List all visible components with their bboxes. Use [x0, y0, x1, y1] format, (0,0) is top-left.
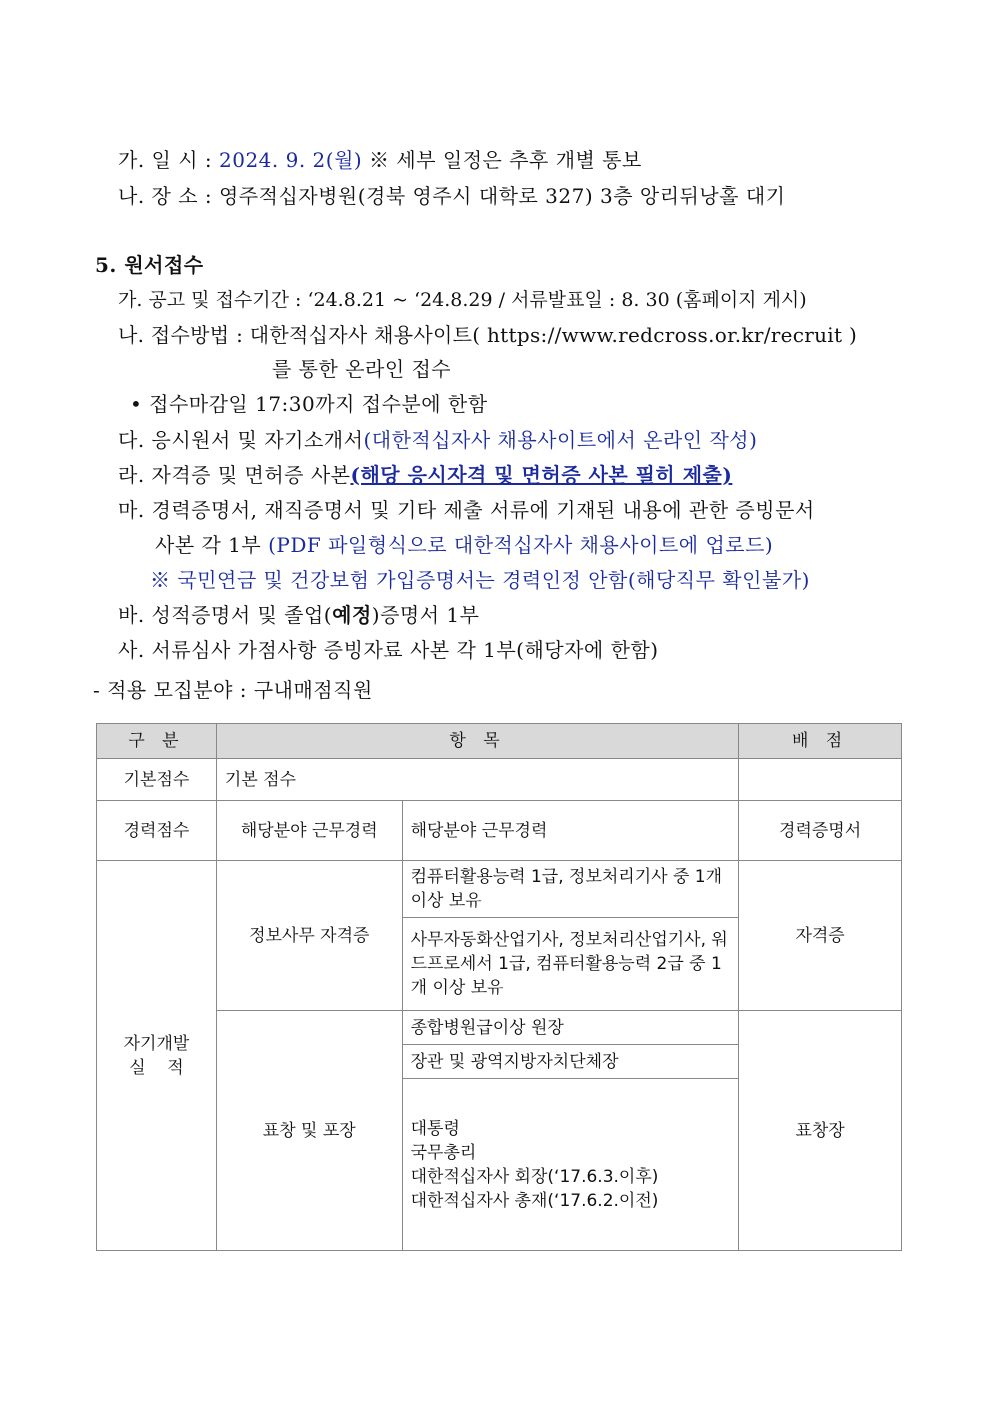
schedule-note: ※ 세부 일정은 추후 개별 통보 [362, 148, 642, 172]
header-score: 배 점 [739, 724, 902, 759]
career-score: 경력증명서 [739, 801, 902, 861]
award-item-2: 장관 및 광역지방자치단체장 [402, 1045, 739, 1079]
award-item-3 [402, 1079, 739, 1251]
header-category: 구 분 [97, 724, 217, 759]
application-period-line: 가. 공고 및 접수기간 : ‘24.8.21 ~ ‘24.8.29 / 서류발표일 : 8. 30 (홈페이지 게시) [118, 289, 807, 311]
table-row [97, 861, 902, 918]
transcript-suffix: )증명서 1부 [371, 603, 480, 627]
license-copy-line [118, 462, 732, 488]
apply-field-line: - 적용 모집분야 : 구내매점직원 [93, 678, 373, 702]
career-item: 해당분야 근무경력 [402, 801, 739, 861]
table-row [97, 1011, 902, 1045]
basic-item: 기본 점수 [216, 759, 738, 801]
basic-category: 기본점수 [97, 759, 217, 801]
career-certificate-line-2 [155, 532, 773, 558]
cert-item-2: 사무자동화산업기사, 정보처리산업기사, 워드프로세서 1급, 컴퓨터활용능력 2급 중 1개 이상 보유 [402, 918, 739, 1011]
schedule-date: 2024. 9. 2(월) [219, 148, 363, 172]
schedule-place-line: 나. 장 소 : 영주적십자병원(경북 영주시 대학로 327) 3층 앙리뒤낭홀 대기 [118, 184, 786, 208]
transcript-line [118, 602, 479, 628]
award-score: 표창장 [739, 1011, 902, 1251]
pension-note: ※ 국민연금 및 건강보험 가입증명서는 경력인정 안함(해당직무 확인불가) [150, 568, 810, 592]
self-dev-category-line2: 실 적 [129, 1057, 184, 1078]
award-prime-minister: 국무총리 [410, 1142, 477, 1163]
transcript-label: 바. 성적증명서 및 졸업( [118, 603, 333, 627]
career-upload-note: (PDF 파일형식으로 대한적십자사 채용사이트에 업로드) [268, 533, 774, 557]
award-president: 대통령 [410, 1118, 460, 1139]
table-row [97, 801, 902, 861]
cert-sub: 정보사무 자격증 [216, 861, 402, 1011]
header-item: 항 목 [216, 724, 738, 759]
career-certificate-line: 마. 경력증명서, 재직증명서 및 기타 제출 서류에 기재된 내용에 관한 증빙문서 [118, 498, 815, 522]
section-5-heading: 5. 원서접수 [95, 253, 204, 277]
basic-score [739, 759, 902, 801]
table-row [97, 759, 902, 801]
self-dev-category-line1: 자기개발 [123, 1033, 190, 1054]
career-sub: 해당분야 근무경력 [216, 801, 402, 861]
award-sub: 표창 및 포장 [216, 1011, 402, 1251]
application-form-note: (대한적십자사 채용사이트에서 온라인 작성) [363, 428, 758, 452]
award-item-1: 종합병원급이상 원장 [402, 1011, 739, 1045]
transcript-expected: 예정 [332, 603, 372, 627]
career-copy-label: 사본 각 1부 [155, 533, 269, 557]
license-copy-note: (해당 응시자격 및 면허증 사본 필히 제출) [350, 463, 733, 487]
career-category: 경력점수 [97, 801, 217, 861]
bonus-evidence-line: 사. 서류심사 가점사항 증빙자료 사본 각 1부(해당자에 한함) [118, 638, 659, 662]
cert-item-1: 컴퓨터활용능력 1급, 정보처리기사 중 1개 이상 보유 [402, 861, 739, 918]
application-form-line [118, 427, 757, 453]
application-form-label: 다. 응시원서 및 자기소개서 [118, 428, 364, 452]
license-copy-label: 라. 자격증 및 면허증 사본 [118, 463, 351, 487]
table-header-row [97, 724, 902, 759]
award-redcross-president: 대한적십자사 총재(‘17.6.2.이전) [410, 1190, 659, 1211]
application-method-line: 나. 접수방법 : 대한적십자사 채용사이트( https://www.redcross.or.kr/recruit ) [118, 323, 858, 347]
cert-score: 자격증 [739, 861, 902, 1011]
scoring-table [96, 723, 902, 1251]
application-method-line-2: 를 통한 온라인 접수 [272, 357, 452, 381]
deadline-bullet: • 접수마감일 17:30까지 접수분에 한함 [130, 392, 488, 416]
schedule-date-line [118, 147, 642, 173]
award-redcross-chair: 대한적십자사 회장(‘17.6.3.이후) [410, 1166, 659, 1187]
self-dev-category [97, 861, 217, 1251]
schedule-date-label: 가. 일 시 : [118, 148, 219, 172]
